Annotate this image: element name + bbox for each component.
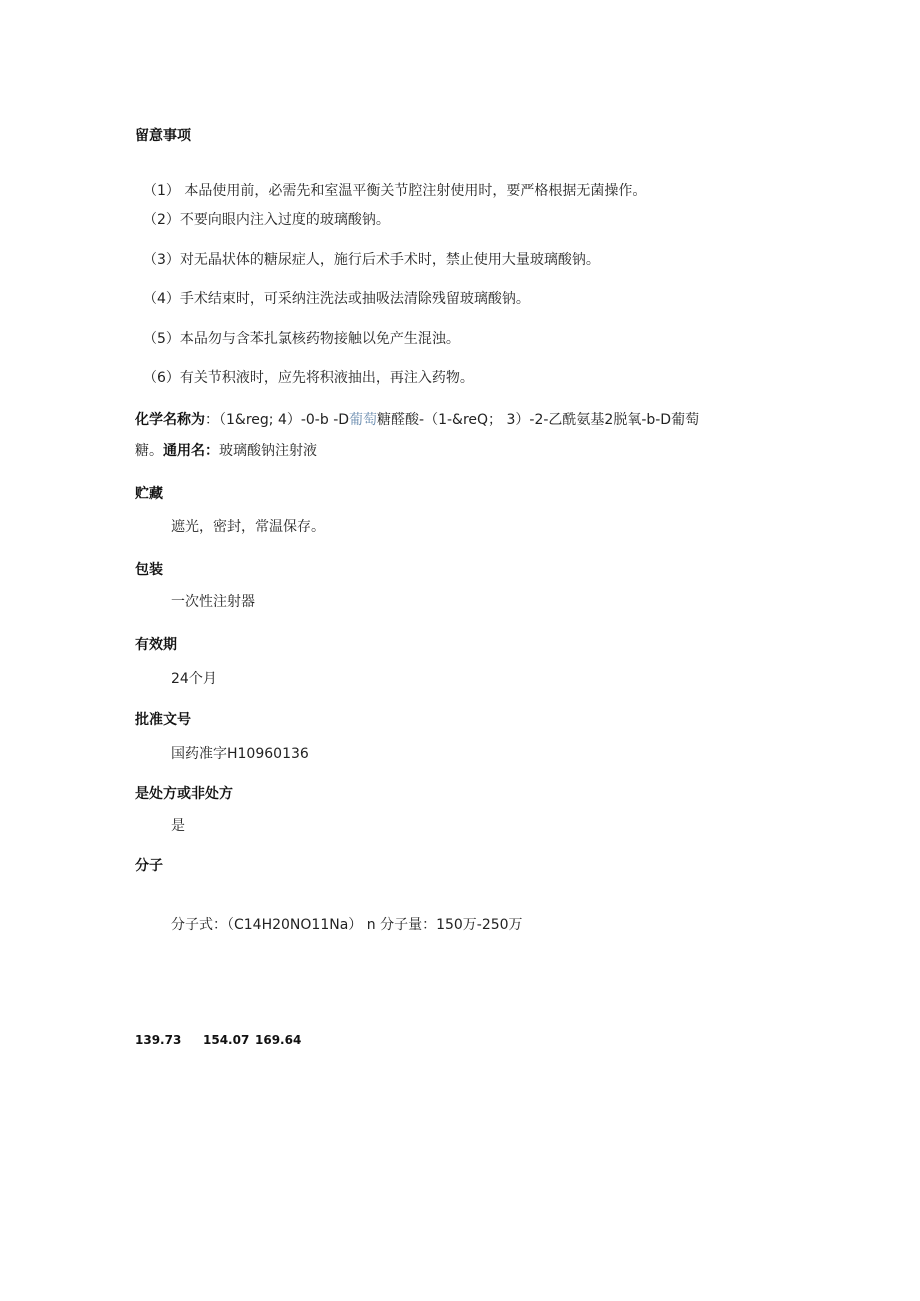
footer-number-3: 169.64 xyxy=(255,1033,302,1047)
precaution-item-3: （3）对无晶状体的糖尿症人，施行后术手术时，禁止使用大量玻璃酸钠。 xyxy=(143,252,600,268)
common-name-label: 通用名： xyxy=(163,443,219,459)
molecular-formula: 分子式：（C14H20NO11Na） n 分子量：150万-250万 xyxy=(171,917,523,933)
precaution-item-6: （6）有关节积液时，应先将积液抽出，再注入药物。 xyxy=(143,370,474,386)
footer-number-1: 139.73 xyxy=(135,1033,182,1047)
precaution-item-2: （2）不要向眼内注入过度的玻璃酸钠。 xyxy=(143,212,390,228)
footer-number-2: 154.07 xyxy=(203,1033,250,1047)
packaging-heading: 包装 xyxy=(135,562,163,578)
storage-heading: 贮藏 xyxy=(135,486,163,502)
common-name-line xyxy=(135,442,317,460)
chemical-name-part1: ：（1&reg; 4）-0-b -D xyxy=(205,412,350,428)
validity-heading: 有效期 xyxy=(135,637,177,653)
chemical-name-line2: 糖。 xyxy=(135,443,163,459)
packaging-value: 一次性注射器 xyxy=(171,594,255,610)
chemical-name-line xyxy=(135,411,699,429)
footer-numbers xyxy=(135,1032,301,1048)
precaution-item-5: （5）本品勿与含苯扎氯核药物接触以免产生混浊。 xyxy=(143,331,460,347)
approval-heading: 批准文号 xyxy=(135,712,191,728)
validity-value: 24个月 xyxy=(171,671,217,687)
approval-value: 国药准字H10960136 xyxy=(171,746,309,762)
prescription-value: 是 xyxy=(171,818,185,834)
precaution-item-4: （4）手术结束时，可采纳注洗法或抽吸法清除残留玻璃酸钠。 xyxy=(143,291,530,307)
precautions-heading: 留意事项 xyxy=(135,128,191,144)
precaution-item-1: （1） 本品使用前，必需先和室温平衡关节腔注射使用时，要严格根据无菌操作。 xyxy=(143,183,647,199)
chemical-name-label: 化学名称为 xyxy=(135,412,205,428)
chemical-name-part2: 糖醛酸-（1-&reQ； 3）-2-乙酰氨基2脱氧-b-D葡萄 xyxy=(377,412,700,428)
chemical-name-accent: 葡萄 xyxy=(349,412,378,428)
molecule-heading: 分子 xyxy=(135,858,163,874)
storage-value: 遮光，密封，常温保存。 xyxy=(171,519,325,535)
prescription-heading: 是处方或非处方 xyxy=(135,786,233,802)
common-name-value: 玻璃酸钠注射液 xyxy=(219,443,317,459)
